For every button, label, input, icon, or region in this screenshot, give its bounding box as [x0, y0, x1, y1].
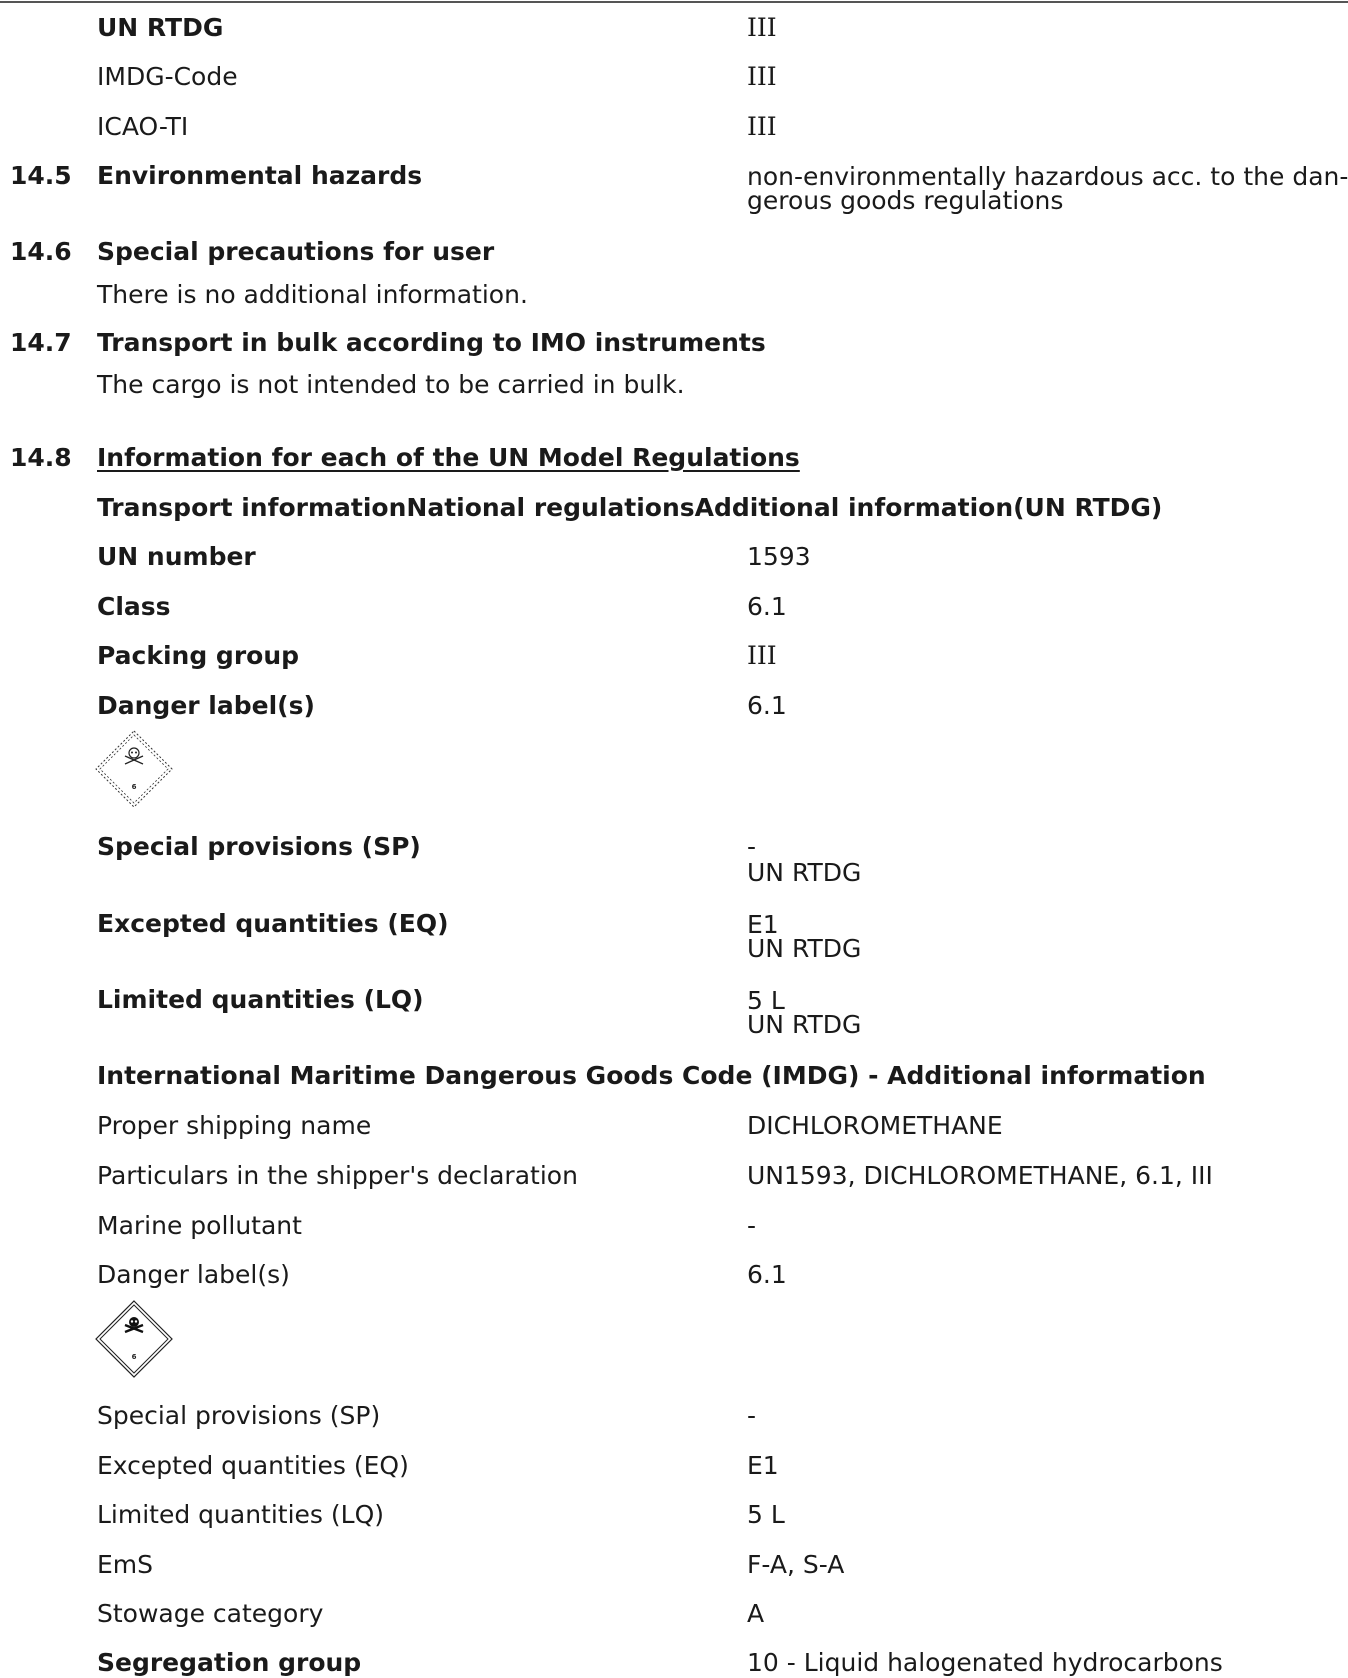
excepted-quantities-source: UN RTDG [747, 934, 862, 963]
limited-quantities-value: 5 L [747, 986, 785, 1015]
marine-pollutant-label: Marine pollutant [97, 1211, 302, 1240]
imdg-limited-quantities-value: 5 L [747, 1500, 785, 1529]
limited-quantities-label: Limited quantities (LQ) [97, 985, 424, 1014]
section-14-8-number: 14.8 [10, 443, 72, 472]
section-14-6-title: Special precautions for user [97, 237, 495, 266]
packing-group-value: III [747, 641, 777, 670]
proper-shipping-name-value: DICHLOROMETHANE [747, 1111, 1003, 1140]
packing-group-un-rtdg-value: III [747, 13, 777, 42]
stowage-category-value: A [747, 1599, 765, 1628]
section-14-7-text: The cargo is not intended to be carried in bulk. [97, 370, 685, 399]
packing-group-icao-value: III [747, 112, 777, 141]
danger-label-class-number: 6 [131, 783, 137, 791]
section-14-5-title: Environmental hazards [97, 161, 423, 190]
imdg-limited-quantities-label: Limited quantities (LQ) [97, 1500, 385, 1529]
special-provisions-label: Special provisions (SP) [97, 832, 421, 861]
marine-pollutant-value: - [747, 1211, 757, 1240]
ems-value: F-A, S-A [747, 1550, 845, 1579]
environmental-hazards-value-line1: non-environmentally hazardous acc. to the dan- [747, 162, 1348, 191]
class-label: Class [97, 592, 171, 621]
imdg-danger-labels-value: 6.1 [747, 1260, 787, 1289]
top-rule [0, 1, 1348, 3]
section-14-6-text: There is no additional information. [97, 280, 528, 309]
excepted-quantities-value: E1 [747, 910, 779, 939]
imdg-excepted-quantities-value: E1 [747, 1451, 779, 1480]
imdg-heading: International Maritime Dangerous Goods Code (IMDG) - Additional information [97, 1061, 1206, 1090]
packing-group-imdg-value: III [747, 62, 777, 91]
imdg-danger-label-class-number: 6 [131, 1353, 137, 1361]
imdg-danger-labels-label: Danger label(s) [97, 1260, 290, 1289]
danger-labels-value: 6.1 [747, 691, 787, 720]
segregation-group-label: Segregation group [97, 1648, 362, 1677]
un-rtdg-subheading: Transport informationNational regulationsAdditional information(UN RTDG) [97, 493, 1163, 522]
class-value: 6.1 [747, 592, 787, 621]
imdg-toxic-diamond-icon [95, 1300, 173, 1378]
packing-group-un-rtdg-label: UN RTDG [97, 13, 224, 42]
proper-shipping-name-label: Proper shipping name [97, 1111, 372, 1140]
excepted-quantities-label: Excepted quantities (EQ) [97, 909, 449, 938]
stowage-category-label: Stowage category [97, 1599, 324, 1628]
environmental-hazards-value-line2: gerous goods regulations [747, 186, 1064, 215]
un-number-label: UN number [97, 542, 256, 571]
shipper-declaration-label: Particulars in the shipper's declaration [97, 1161, 578, 1190]
special-provisions-value: - [747, 832, 757, 861]
ems-label: EmS [97, 1550, 154, 1579]
section-14-5-number: 14.5 [10, 161, 72, 190]
segregation-group-value: 10 - Liquid halogenated hydrocarbons [747, 1648, 1223, 1677]
imdg-special-provisions-label: Special provisions (SP) [97, 1401, 381, 1430]
toxic-diamond-icon [95, 730, 173, 808]
special-provisions-source: UN RTDG [747, 858, 862, 887]
section-14-8-title: Information for each of the UN Model Regulations [97, 443, 800, 472]
section-14-6-number: 14.6 [10, 237, 72, 266]
un-number-value: 1593 [747, 542, 811, 571]
section-14-7-number: 14.7 [10, 328, 72, 357]
shipper-declaration-value: UN1593, DICHLOROMETHANE, 6.1, III [747, 1161, 1213, 1190]
danger-labels-label: Danger label(s) [97, 691, 315, 720]
packing-group-imdg-label: IMDG-Code [97, 62, 238, 91]
packing-group-label: Packing group [97, 641, 300, 670]
imdg-excepted-quantities-label: Excepted quantities (EQ) [97, 1451, 409, 1480]
limited-quantities-source: UN RTDG [747, 1010, 862, 1039]
section-14-7-title: Transport in bulk according to IMO instruments [97, 328, 766, 357]
packing-group-icao-label: ICAO-TI [97, 112, 189, 141]
imdg-special-provisions-value: - [747, 1401, 757, 1430]
